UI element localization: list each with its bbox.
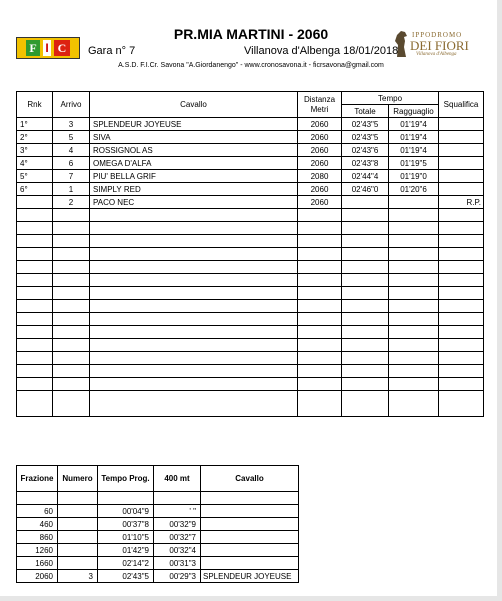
- table-row: [17, 326, 484, 339]
- cell-totale: [342, 391, 389, 417]
- race-location-date: Villanova d'Albenga 18/01/2018: [244, 45, 399, 57]
- cell-totale: [342, 248, 389, 261]
- table-row: [17, 144, 484, 157]
- cell-rank: [17, 365, 53, 378]
- cell-totale: 02'44"4: [342, 170, 389, 183]
- table-row: [17, 365, 484, 378]
- fic-logo-i: I: [43, 40, 51, 56]
- cell-squalifica: [439, 131, 484, 144]
- cell-totale: 02'43"5: [342, 131, 389, 144]
- cell-distanza: [298, 235, 342, 248]
- cell-rank: [17, 274, 53, 287]
- cell-frazione: 1660: [17, 557, 58, 570]
- cell-rank: [17, 391, 53, 417]
- ippodromo-logo-line2: DEI FIORI: [410, 38, 469, 53]
- cell-cavallo: [90, 235, 298, 248]
- cell-arrivo: 3: [53, 118, 90, 131]
- cell-ragguaglio: [389, 222, 439, 235]
- table-row: [17, 209, 484, 222]
- cell-rank: [17, 209, 53, 222]
- cell-arrivo: 2: [53, 196, 90, 209]
- cell-rank: [17, 326, 53, 339]
- table-row: [17, 196, 484, 209]
- cell-cavallo: PACO NEC: [90, 196, 298, 209]
- table-row: [17, 118, 484, 131]
- table-row: [17, 352, 484, 365]
- cell-mt400: 00'32"4: [154, 544, 201, 557]
- cell-cavallo: [90, 261, 298, 274]
- cell-ragguaglio: 01'19"4: [389, 131, 439, 144]
- cell-squalifica: [439, 144, 484, 157]
- header-totale: Totale: [342, 105, 389, 118]
- fractions-table: [16, 465, 299, 583]
- cell-rank: [17, 352, 53, 365]
- cell-distanza: 2060: [298, 196, 342, 209]
- cell-distanza: [298, 391, 342, 417]
- cell-numero: [58, 505, 98, 518]
- cell-totale: [342, 274, 389, 287]
- cell-ragguaglio: [389, 261, 439, 274]
- cell-frazione: 2060: [17, 570, 58, 583]
- cell-arrivo: [53, 287, 90, 300]
- header-ragguaglio: Ragguaglio: [389, 105, 439, 118]
- cell-arrivo: [53, 222, 90, 235]
- cell-arrivo: [53, 378, 90, 391]
- cell-rank: [17, 196, 53, 209]
- table-row: [17, 157, 484, 170]
- cell-arrivo: 4: [53, 144, 90, 157]
- cell-totale: [342, 235, 389, 248]
- race-title: PR.MIA MARTINI - 2060: [173, 26, 329, 42]
- table-row: [17, 339, 484, 352]
- cell-rank: [17, 313, 53, 326]
- cell-tempo_prog: 00'37"8: [98, 518, 154, 531]
- cell-distanza: [298, 261, 342, 274]
- table-row: [17, 544, 299, 557]
- cell-numero: [58, 518, 98, 531]
- cell-distanza: [298, 274, 342, 287]
- cell-totale: 02'43"6: [342, 144, 389, 157]
- cell-cavallo: SPLENDEUR JOYEUSE: [90, 118, 298, 131]
- cell-squalifica: [439, 183, 484, 196]
- cell-squalifica: [439, 157, 484, 170]
- cell-rank: [17, 248, 53, 261]
- cell-arrivo: 6: [53, 157, 90, 170]
- cell-squalifica: [439, 287, 484, 300]
- cell-totale: [342, 287, 389, 300]
- cell-tempo_prog: 01'42"9: [98, 544, 154, 557]
- table-row: [17, 391, 484, 417]
- table-row: [17, 287, 484, 300]
- cell-ragguaglio: 01'20"6: [389, 183, 439, 196]
- cell-rank: [17, 339, 53, 352]
- cell-ragguaglio: 01'19"0: [389, 170, 439, 183]
- cell-frazione: [17, 492, 58, 505]
- table-row: [17, 170, 484, 183]
- fic-logo-f: F: [26, 40, 40, 56]
- cell-rank: 2°: [17, 131, 53, 144]
- header-tempo-prog: Tempo Prog.: [98, 466, 154, 492]
- header-fraz-cavallo: Cavallo: [201, 466, 299, 492]
- cell-distanza: 2060: [298, 157, 342, 170]
- cell-arrivo: [53, 313, 90, 326]
- table-row: [17, 313, 484, 326]
- cell-ragguaglio: [389, 235, 439, 248]
- cell-cavallo: [201, 518, 299, 531]
- cell-cavallo: [90, 352, 298, 365]
- race-number: Gara n° 7: [88, 45, 136, 57]
- cell-cavallo: [90, 287, 298, 300]
- cell-rank: [17, 261, 53, 274]
- cell-ragguaglio: [389, 391, 439, 417]
- cell-totale: 02'43"5: [342, 118, 389, 131]
- header-squalifica: Squalifica: [439, 92, 484, 118]
- cell-ragguaglio: [389, 352, 439, 365]
- cell-distanza: 2060: [298, 183, 342, 196]
- cell-mt400: 00'29"3: [154, 570, 201, 583]
- table-row: [17, 222, 484, 235]
- cell-numero: 3: [58, 570, 98, 583]
- cell-squalifica: [439, 209, 484, 222]
- page-edge-bottom: [0, 596, 502, 601]
- cell-numero: [58, 492, 98, 505]
- cell-arrivo: [53, 326, 90, 339]
- cell-ragguaglio: [389, 209, 439, 222]
- cell-frazione: 60: [17, 505, 58, 518]
- cell-squalifica: [439, 352, 484, 365]
- cell-arrivo: [53, 300, 90, 313]
- cell-ragguaglio: [389, 326, 439, 339]
- cell-distanza: [298, 209, 342, 222]
- table-row: [17, 300, 484, 313]
- cell-squalifica: [439, 378, 484, 391]
- cell-distanza: 2060: [298, 118, 342, 131]
- table-row: [17, 261, 484, 274]
- cell-cavallo: [201, 492, 299, 505]
- cell-ragguaglio: [389, 196, 439, 209]
- cell-ragguaglio: [389, 365, 439, 378]
- cell-distanza: [298, 365, 342, 378]
- cell-tempo_prog: 00'04"9: [98, 505, 154, 518]
- cell-cavallo: [90, 222, 298, 235]
- cell-ragguaglio: 01'19"4: [389, 144, 439, 157]
- cell-distanza: 2060: [298, 144, 342, 157]
- cell-frazione: 460: [17, 518, 58, 531]
- cell-distanza: [298, 352, 342, 365]
- cell-totale: [342, 339, 389, 352]
- header-400mt: 400 mt: [154, 466, 201, 492]
- cell-ragguaglio: [389, 339, 439, 352]
- header-frazione: Frazione: [17, 466, 58, 492]
- cell-totale: [342, 222, 389, 235]
- cell-totale: [342, 313, 389, 326]
- fic-logo-c: C: [54, 40, 70, 56]
- cell-squalifica: [439, 261, 484, 274]
- cell-cavallo: [90, 378, 298, 391]
- cell-rank: 3°: [17, 144, 53, 157]
- table-row: [17, 518, 299, 531]
- cell-cavallo: [90, 365, 298, 378]
- cell-mt400: 00'32"7: [154, 531, 201, 544]
- cell-tempo_prog: 01'10"5: [98, 531, 154, 544]
- cell-distanza: [298, 248, 342, 261]
- header-arrivo: Arrivo: [53, 92, 90, 118]
- cell-cavallo: SIVA: [90, 131, 298, 144]
- cell-tempo_prog: 02'43"5: [98, 570, 154, 583]
- cell-ragguaglio: 01'19"5: [389, 157, 439, 170]
- cell-rank: [17, 235, 53, 248]
- header-tempo: Tempo: [342, 92, 439, 105]
- cell-ragguaglio: [389, 378, 439, 391]
- cell-cavallo: SIMPLY RED: [90, 183, 298, 196]
- table-row: [17, 492, 299, 505]
- table-row: [17, 557, 299, 570]
- table-row: [17, 274, 484, 287]
- cell-cavallo: [90, 339, 298, 352]
- table-row: [17, 235, 484, 248]
- cell-arrivo: 5: [53, 131, 90, 144]
- cell-distanza: 2060: [298, 131, 342, 144]
- header-cavallo: Cavallo: [90, 92, 298, 118]
- cell-cavallo: PIU' BELLA GRIF: [90, 170, 298, 183]
- cell-numero: [58, 544, 98, 557]
- cell-ragguaglio: [389, 248, 439, 261]
- cell-squalifica: [439, 365, 484, 378]
- cell-arrivo: [53, 209, 90, 222]
- cell-frazione: 860: [17, 531, 58, 544]
- cell-rank: 5°: [17, 170, 53, 183]
- cell-totale: [342, 261, 389, 274]
- cell-squalifica: [439, 391, 484, 417]
- cell-arrivo: [53, 365, 90, 378]
- table-row: [17, 131, 484, 144]
- cell-ragguaglio: [389, 300, 439, 313]
- cell-arrivo: [53, 352, 90, 365]
- cell-totale: [342, 352, 389, 365]
- header-numero: Numero: [58, 466, 98, 492]
- cell-ragguaglio: 01'19"4: [389, 118, 439, 131]
- ippodromo-logo-line1: IPPODROMO: [412, 31, 463, 39]
- cell-squalifica: [439, 222, 484, 235]
- cell-cavallo: SPLENDEUR JOYEUSE: [201, 570, 299, 583]
- cell-frazione: 1260: [17, 544, 58, 557]
- cell-distanza: [298, 313, 342, 326]
- cell-rank: 1°: [17, 118, 53, 131]
- cell-rank: 4°: [17, 157, 53, 170]
- cell-cavallo: [90, 209, 298, 222]
- cell-distanza: [298, 339, 342, 352]
- cell-distanza: [298, 326, 342, 339]
- table-row: [17, 570, 299, 583]
- cell-rank: [17, 378, 53, 391]
- cell-totale: [342, 196, 389, 209]
- cell-cavallo: [201, 557, 299, 570]
- cell-mt400: 00'31"3: [154, 557, 201, 570]
- cell-squalifica: R.P.: [439, 196, 484, 209]
- cell-arrivo: [53, 261, 90, 274]
- cell-distanza: [298, 300, 342, 313]
- cell-squalifica: [439, 313, 484, 326]
- cell-mt400: 00'32"9: [154, 518, 201, 531]
- cell-squalifica: [439, 118, 484, 131]
- cell-squalifica: [439, 339, 484, 352]
- cell-distanza: [298, 287, 342, 300]
- cell-cavallo: [90, 326, 298, 339]
- cell-cavallo: [90, 248, 298, 261]
- cell-squalifica: [439, 248, 484, 261]
- table-row: [17, 248, 484, 261]
- cell-totale: 02'46"0: [342, 183, 389, 196]
- cell-cavallo: [201, 505, 299, 518]
- table-row: [17, 531, 299, 544]
- cell-totale: [342, 326, 389, 339]
- cell-distanza: [298, 378, 342, 391]
- cell-ragguaglio: [389, 287, 439, 300]
- cell-totale: [342, 300, 389, 313]
- cell-arrivo: 7: [53, 170, 90, 183]
- cell-squalifica: [439, 235, 484, 248]
- header-rank: Rnk: [17, 92, 53, 118]
- cell-tempo_prog: 02'14"2: [98, 557, 154, 570]
- cell-cavallo: [90, 300, 298, 313]
- cell-distanza: [298, 222, 342, 235]
- results-table: [16, 91, 484, 417]
- cell-arrivo: [53, 274, 90, 287]
- cell-squalifica: [439, 300, 484, 313]
- association-line: A.S.D. F.I.Cr. Savona "A.Giordanengo" - www.cronosavona.it - ficrsavona@gmail.com: [118, 62, 384, 69]
- cell-squalifica: [439, 326, 484, 339]
- cell-cavallo: [90, 274, 298, 287]
- table-row: [17, 505, 299, 518]
- cell-arrivo: [53, 248, 90, 261]
- cell-totale: 02'43"8: [342, 157, 389, 170]
- cell-rank: [17, 300, 53, 313]
- cell-totale: [342, 365, 389, 378]
- cell-numero: [58, 531, 98, 544]
- cell-tempo_prog: [98, 492, 154, 505]
- cell-squalifica: [439, 170, 484, 183]
- cell-numero: [58, 557, 98, 570]
- cell-distanza: 2080: [298, 170, 342, 183]
- cell-rank: [17, 287, 53, 300]
- cell-arrivo: [53, 235, 90, 248]
- page-edge-right: [497, 0, 502, 601]
- cell-cavallo: [90, 313, 298, 326]
- cell-totale: [342, 209, 389, 222]
- horse-icon: [392, 29, 410, 59]
- cell-ragguaglio: [389, 313, 439, 326]
- table-row: [17, 183, 484, 196]
- cell-cavallo: [201, 531, 299, 544]
- cell-rank: [17, 222, 53, 235]
- cell-arrivo: 1: [53, 183, 90, 196]
- cell-mt400: ' ": [154, 505, 201, 518]
- ippodromo-logo-line3: Villanova d'Albenga: [416, 52, 457, 57]
- cell-ragguaglio: [389, 274, 439, 287]
- ippodromo-logo: [392, 29, 492, 61]
- cell-rank: 6°: [17, 183, 53, 196]
- table-row: [17, 378, 484, 391]
- cell-cavallo: OMEGA D'ALFA: [90, 157, 298, 170]
- cell-cavallo: [90, 391, 298, 417]
- cell-totale: [342, 378, 389, 391]
- cell-arrivo: [53, 339, 90, 352]
- cell-cavallo: ROSSIGNOL AS: [90, 144, 298, 157]
- cell-arrivo: [53, 391, 90, 417]
- cell-cavallo: [201, 544, 299, 557]
- cell-mt400: [154, 492, 201, 505]
- header-distanza: Distanza Metri: [298, 92, 342, 118]
- cell-squalifica: [439, 274, 484, 287]
